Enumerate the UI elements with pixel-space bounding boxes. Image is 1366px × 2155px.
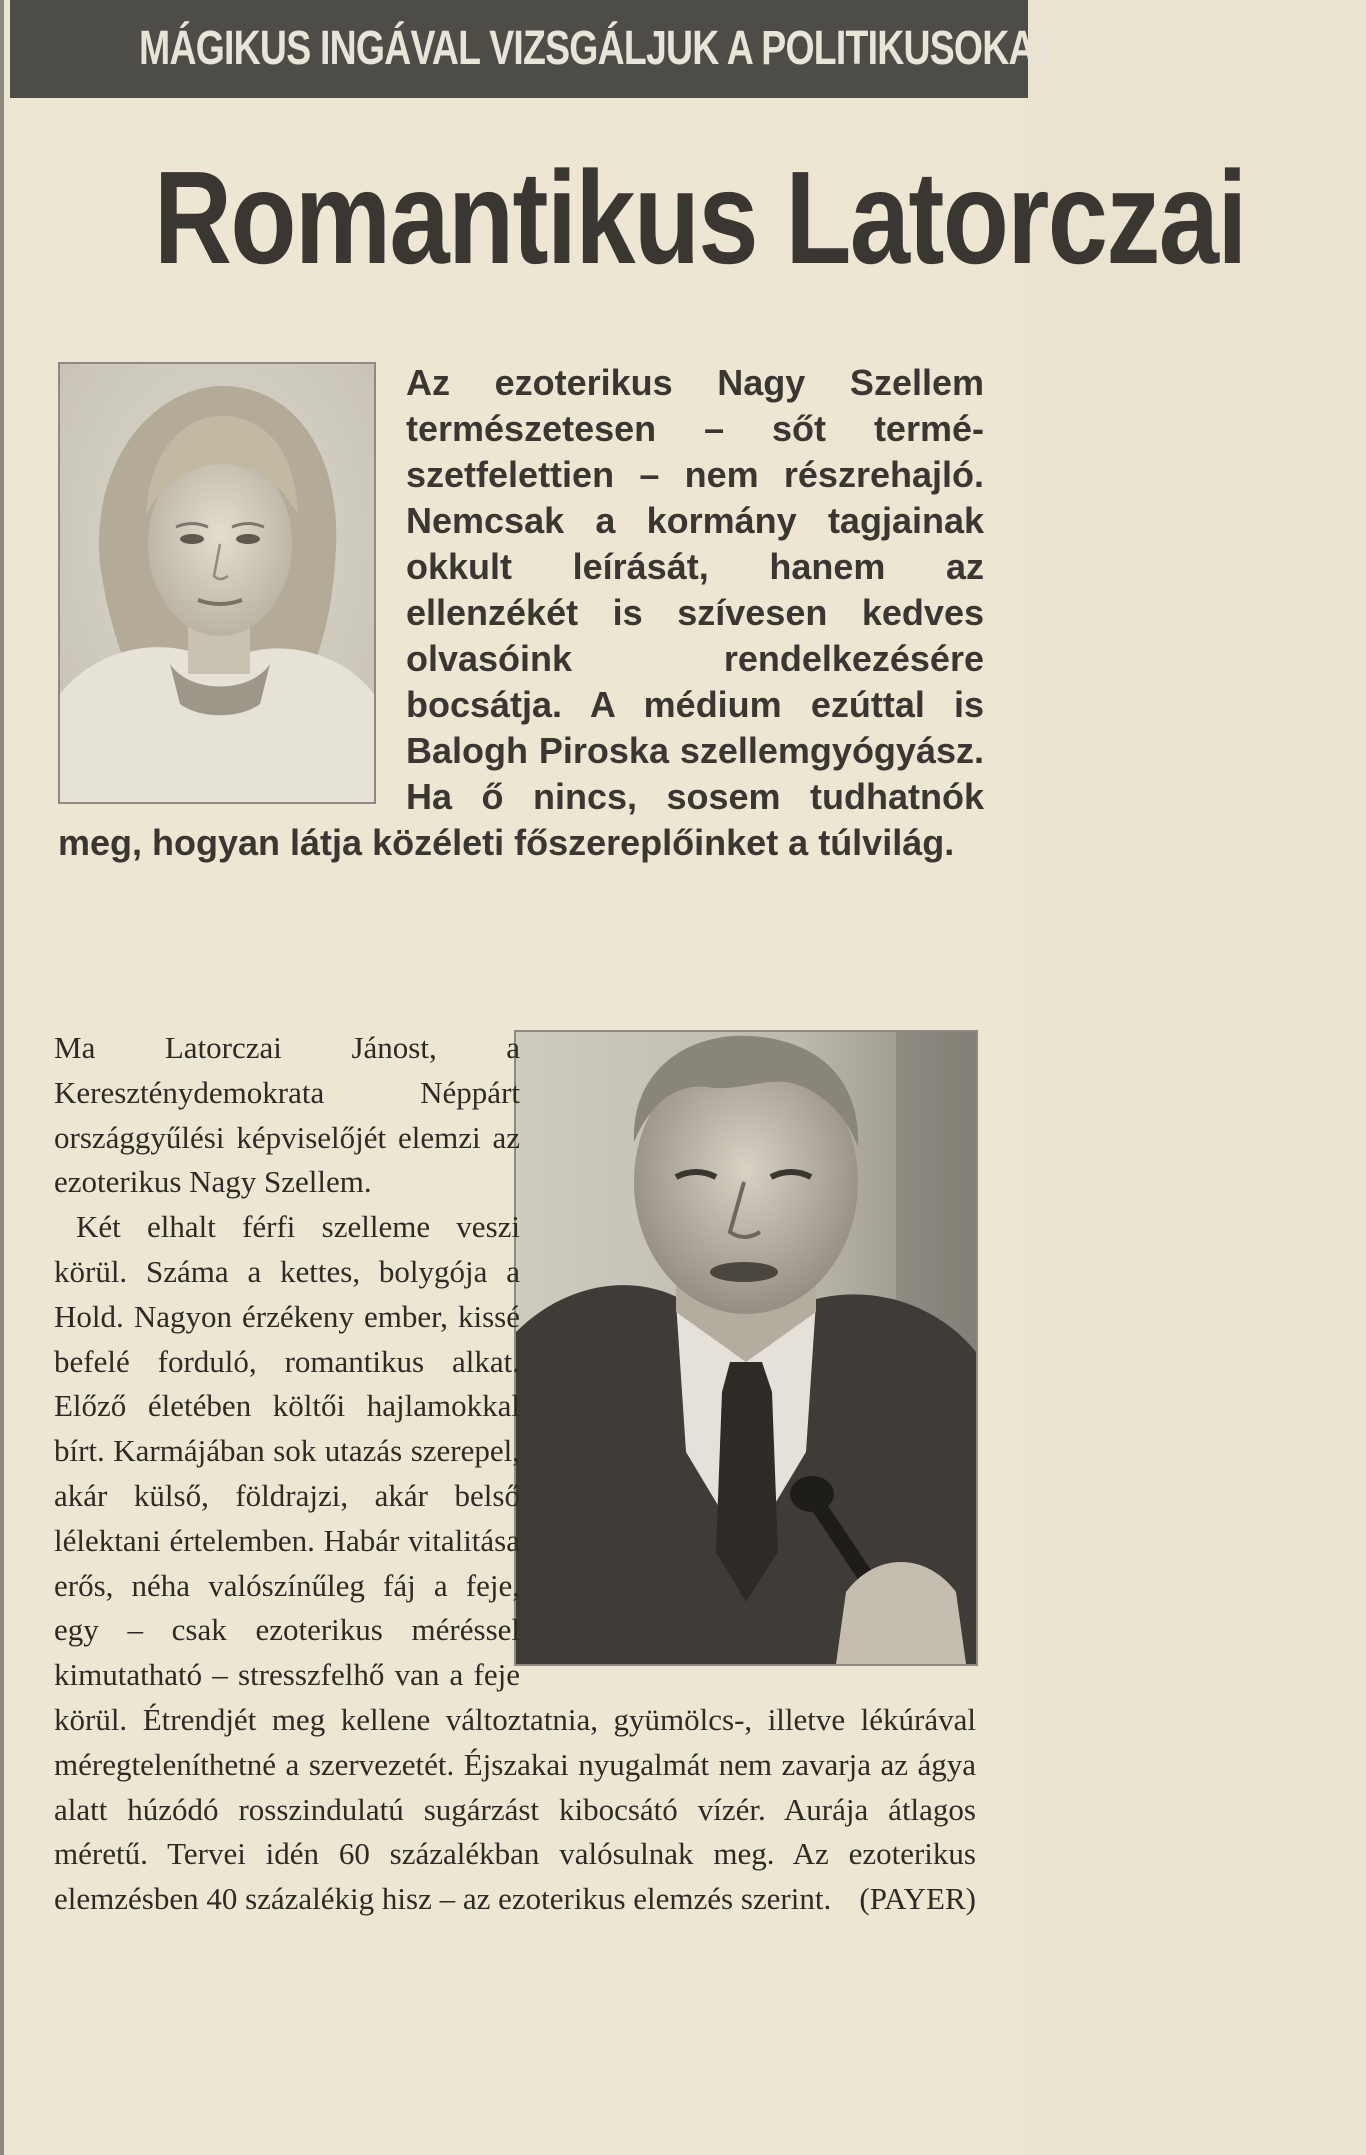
headline: [34, 128, 1246, 308]
kicker-text: MÁGIKUS INGÁVAL VIZSGÁLJUK A POLITIKUSOKAT: [139, 22, 1055, 75]
lead-paragraph: [58, 360, 984, 866]
photo2-spacer: [520, 1026, 976, 1666]
lead-text: Az ezoterikus Nagy Szellem természetesen – sőt természetfelettien – nem részrehajló. Nemcsak a kormány tagjainak okkult leírását, hanem az ellenzékét is szívesen kedves olvasóink rendelkezésére bocsátja. A médium ezúttal is Balogh Piroska szellemgyógyász. Ha ő nincs, sosem tudhatnók meg, hogyan látja közéleti főszereplőinket a túlvilág.: [58, 362, 984, 863]
article-body: [54, 1026, 976, 1922]
headline-text: Romantikus Latorczai: [153, 144, 1246, 291]
kicker-banner: [10, 0, 1055, 98]
body-paragraph-1: Ma Latorczai Jánost, a Kereszténydemokrata Néppárt országgyűlési képviselőjét elemzi az ezoterikus Nagy Szellem.: [54, 1030, 520, 1200]
author-signature: (PAYER): [859, 1881, 976, 1917]
photo1-spacer: [58, 360, 406, 800]
body-paragraph-2-text: Két elhalt férfi szelleme veszi körül. Száma a kettes, bolygója a Hold. Nagyon érzékeny ember, kissé befelé forduló, romantikus alkat. Előző életében költői hajlamokkal bírt. Karmájában sok utazás szerepel, akár külső, földrajzi, akár belső lélektani értelemben. Habár vitalitása erős, néha valószínűleg fáj a feje, egy – csak ezoterikus méréssel kimutatható – stresszfelhő van a feje körül. Étrendjét meg kellene változtatnia, gyümölcs-, illetve lékúrával méregteleníthetné a szervezetét. Éjszakai nyugalmát nem zavarja az ágya alatt húzódó rosszindulatú sugárzást kibocsátó vízér. Aurája átlagos méretű. Tervei idén 60 százalékban valósulnak meg. Az ezoterikus elemzésben 40 százalékig hisz – az ezoterikus elemzés szerint.: [54, 1209, 976, 1917]
